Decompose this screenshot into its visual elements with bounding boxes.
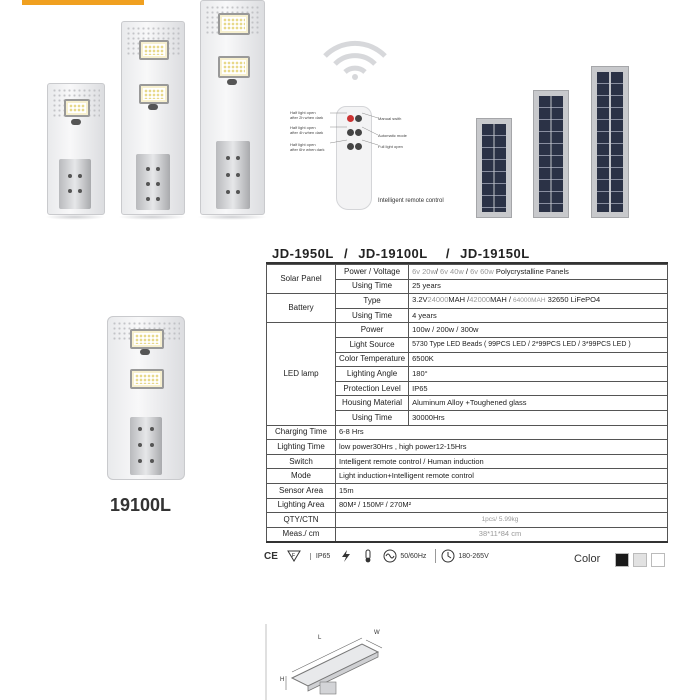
dim-label-l: L: [318, 635, 322, 641]
table-row: [267, 425, 668, 440]
remote-caption: Intelligent remote control: [378, 198, 444, 204]
remote-label-full: Full light open: [378, 144, 403, 149]
cat-qty: QTY/CTN: [267, 513, 336, 528]
ip65-label: IP65: [310, 553, 330, 560]
voltage-label: 180-265V: [458, 552, 489, 560]
bt-b: 24000: [427, 295, 449, 305]
sub-housing: Housing Material: [336, 396, 409, 411]
model-label: 19100L: [110, 495, 172, 515]
spec-table: [266, 264, 668, 542]
bt-c: MAH /: [448, 295, 470, 305]
table-row: [267, 527, 668, 542]
frequency-icon: [383, 549, 426, 563]
title-separator: /: [445, 246, 450, 261]
val-panel-life: 25 years: [409, 279, 668, 294]
bt-e: MAH /: [490, 295, 514, 305]
remote-label-manual: Manual swith: [378, 116, 402, 121]
pv-e: 6v 60w: [470, 266, 494, 276]
table-row: [267, 440, 668, 455]
dim-label-w: W: [374, 630, 380, 636]
title-model-3: JD-19150L: [460, 246, 530, 261]
table-row: [267, 498, 668, 513]
cat-led-lamp: LED lamp: [267, 323, 336, 425]
cat-lighting-area: Lighting Area: [267, 498, 336, 513]
cat-sensor-area: Sensor Area: [267, 483, 336, 498]
sub-lighting-angle: Lighting Angle: [336, 367, 409, 382]
table-row: [267, 454, 668, 469]
pv-d: /: [463, 266, 471, 276]
cat-mode: Mode: [267, 469, 336, 484]
table-row: [267, 265, 668, 280]
remote-pointer-lines: [330, 110, 380, 150]
cat-solar-panel: Solar Panel: [267, 265, 336, 294]
wifi-signal-icon: [320, 36, 390, 80]
lamp-19100l-photo: [107, 316, 185, 480]
header-accent-bar: [22, 0, 144, 5]
val-lighting-area: 80M² / 150M² / 270M²: [336, 498, 668, 513]
svg-text:F: F: [291, 553, 295, 559]
val-sensor-area: 15m: [336, 483, 668, 498]
table-row: [267, 469, 668, 484]
sub-protection: Protection Level: [336, 381, 409, 396]
dimension-diagram: [262, 624, 392, 700]
color-swatch-gray[interactable]: [633, 553, 647, 567]
title-separator: /: [343, 246, 349, 261]
model-title: [272, 246, 536, 261]
bt-f: 64000MAH: [513, 297, 546, 305]
sub-color-temp: Color Temperature: [336, 352, 409, 367]
temperature-icon: [362, 549, 374, 563]
val-power-voltage: [409, 265, 668, 280]
val-meas: 38*11*84 cm: [336, 527, 668, 542]
f-mark-icon: [287, 550, 301, 562]
val-switch: Intelligent remote control / Human induction: [336, 454, 668, 469]
sub-power: Power: [336, 323, 409, 338]
remote-label-auto: Automatic mode: [378, 133, 407, 138]
table-row: [267, 294, 668, 309]
sub-light-source: Light Source: [336, 337, 409, 352]
cat-battery: Battery: [267, 294, 336, 323]
color-swatch-black[interactable]: [615, 553, 629, 567]
val-color-temp: 6500K: [409, 352, 668, 367]
table-row: [267, 513, 668, 528]
lamp-medium: [121, 21, 185, 215]
pv-f: Polycrystalline Panels: [493, 266, 569, 276]
color-swatch-white[interactable]: [651, 553, 665, 567]
sub-type: Type: [336, 294, 409, 309]
val-lamp-life: 30000Hrs: [409, 410, 668, 425]
lamp-large: [200, 0, 265, 215]
lightning-icon: [339, 549, 353, 563]
val-protection: IP65: [409, 381, 668, 396]
val-power: 100w / 200w / 300w: [409, 323, 668, 338]
solar-panel-small: [476, 118, 512, 218]
val-lighting-time: low power30Hrs , high power12-15Hrs: [336, 440, 668, 455]
cat-meas: Meas./ cm: [267, 527, 336, 542]
bt-a: 3.2V: [412, 295, 428, 305]
voltage-icon: [435, 549, 488, 563]
dim-label-h: H: [280, 677, 285, 683]
val-lighting-angle: 180°: [409, 367, 668, 382]
remote-label-2h: Half light open after 2h when dark: [290, 110, 324, 120]
solar-panel-medium: [533, 90, 569, 218]
ce-mark-icon: CE: [264, 550, 278, 562]
val-battery-life: 4 years: [409, 308, 668, 323]
remote-label-4h: Half light open after 4h when dark: [290, 125, 324, 135]
val-qty: 1pcs/ 5.99kg: [336, 513, 668, 528]
bt-g: 32650 LiFePO4: [545, 295, 601, 305]
solar-panel-large: [591, 66, 629, 218]
sub-using-time: Using Time: [336, 279, 409, 294]
pv-a: 6v 20w: [412, 266, 436, 276]
table-bottom-rule: [266, 541, 668, 543]
pv-b: /: [435, 266, 441, 276]
sub-using-time: Using Time: [336, 410, 409, 425]
cat-switch: Switch: [267, 454, 336, 469]
certification-row: [264, 549, 489, 563]
remote-label-6h: Half light open after 6hr when dark: [290, 142, 325, 152]
bt-d: 42000: [469, 295, 491, 305]
val-light-source: 5730 Type LED Beads ( 99PCS LED / 2*99PCS LED / 3*99PCS LED ): [409, 337, 668, 352]
val-mode: Light induction+Intelligent remote control: [336, 469, 668, 484]
table-row: [267, 483, 668, 498]
val-charging-time: 6-8 Hrs: [336, 425, 668, 440]
table-row: [267, 323, 668, 338]
cat-lighting-time: Lighting Time: [267, 440, 336, 455]
lamp-small: [47, 83, 105, 215]
title-model-1: JD-1950L: [272, 246, 334, 261]
color-label: Color: [574, 553, 601, 565]
sub-using-time: Using Time: [336, 308, 409, 323]
title-model-2: JD-19100L: [358, 246, 428, 261]
frequency-label: 50/60Hz: [400, 552, 427, 560]
cat-charging-time: Charging Time: [267, 425, 336, 440]
val-battery-type: [409, 294, 668, 309]
sub-power-voltage: Power / Voltage: [336, 265, 409, 280]
pv-c: 6v 40w: [440, 266, 464, 276]
val-housing: Aluminum Alloy +Toughened glass: [409, 396, 668, 411]
